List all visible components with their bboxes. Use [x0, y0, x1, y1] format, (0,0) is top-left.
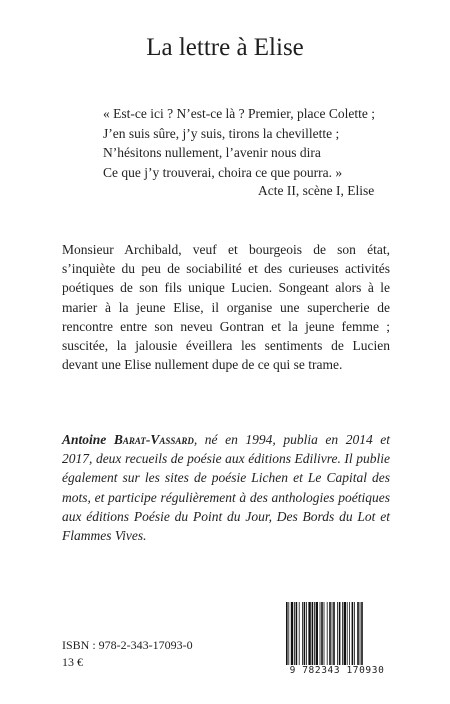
author-last-name: Barat-Vassard [113, 432, 194, 447]
author-name [62, 432, 194, 447]
epigraph-line: N’hésitons nullement, l’avenir nous dira [103, 145, 321, 160]
barcode-digits: 9 782343 170930 [282, 665, 392, 676]
book-summary: Monsieur Archibald, veuf et bourgeois de son état, s’inquiète du peu de sociabilité et des curieuses activités poétiques de son fils unique Lucien. Songeant alors à le marier à la jeune Elise, il organise une supercherie de rencontre entre son neveu Gontran et la jeune femme ; suscitée, la jalousie éveillera les sentiments de Lucien devant une Elise nullement dupe de ce qui se trame. [62, 242, 390, 373]
price: 13 € [62, 655, 83, 669]
epigraph-line: J’en suis sûre, j’y suis, tirons la chevillette ; [103, 125, 340, 141]
isbn-block [62, 637, 193, 671]
isbn-number: ISBN : 978-2-343-17093-0 [62, 638, 193, 652]
epigraph-attribution: Acte II, scène I, Elise [258, 183, 375, 198]
author-bio [62, 430, 390, 545]
author-first-name: Antoine [62, 432, 114, 447]
epigraph [103, 104, 393, 182]
epigraph-line: « Est-ce ici ? N’est-ce là ? Premier, place Colette ; [103, 106, 375, 121]
epigraph-line: Ce que j’y trouverai, choira ce que pourra. » [103, 164, 343, 180]
author-bio-text: , né en 1994, publia en 2014 et 2017, deux recueils de poésie aux éditions Edilivre. Il publie également sur les sites de poésie Lichen et Le Capital des mots, et participe régulièrement à des anthologies poétiques aux éditions Poésie du Point du Jour, Des Bords du Lot et Flammes Vives. [62, 432, 390, 544]
book-title: La lettre à Elise [146, 34, 304, 61]
